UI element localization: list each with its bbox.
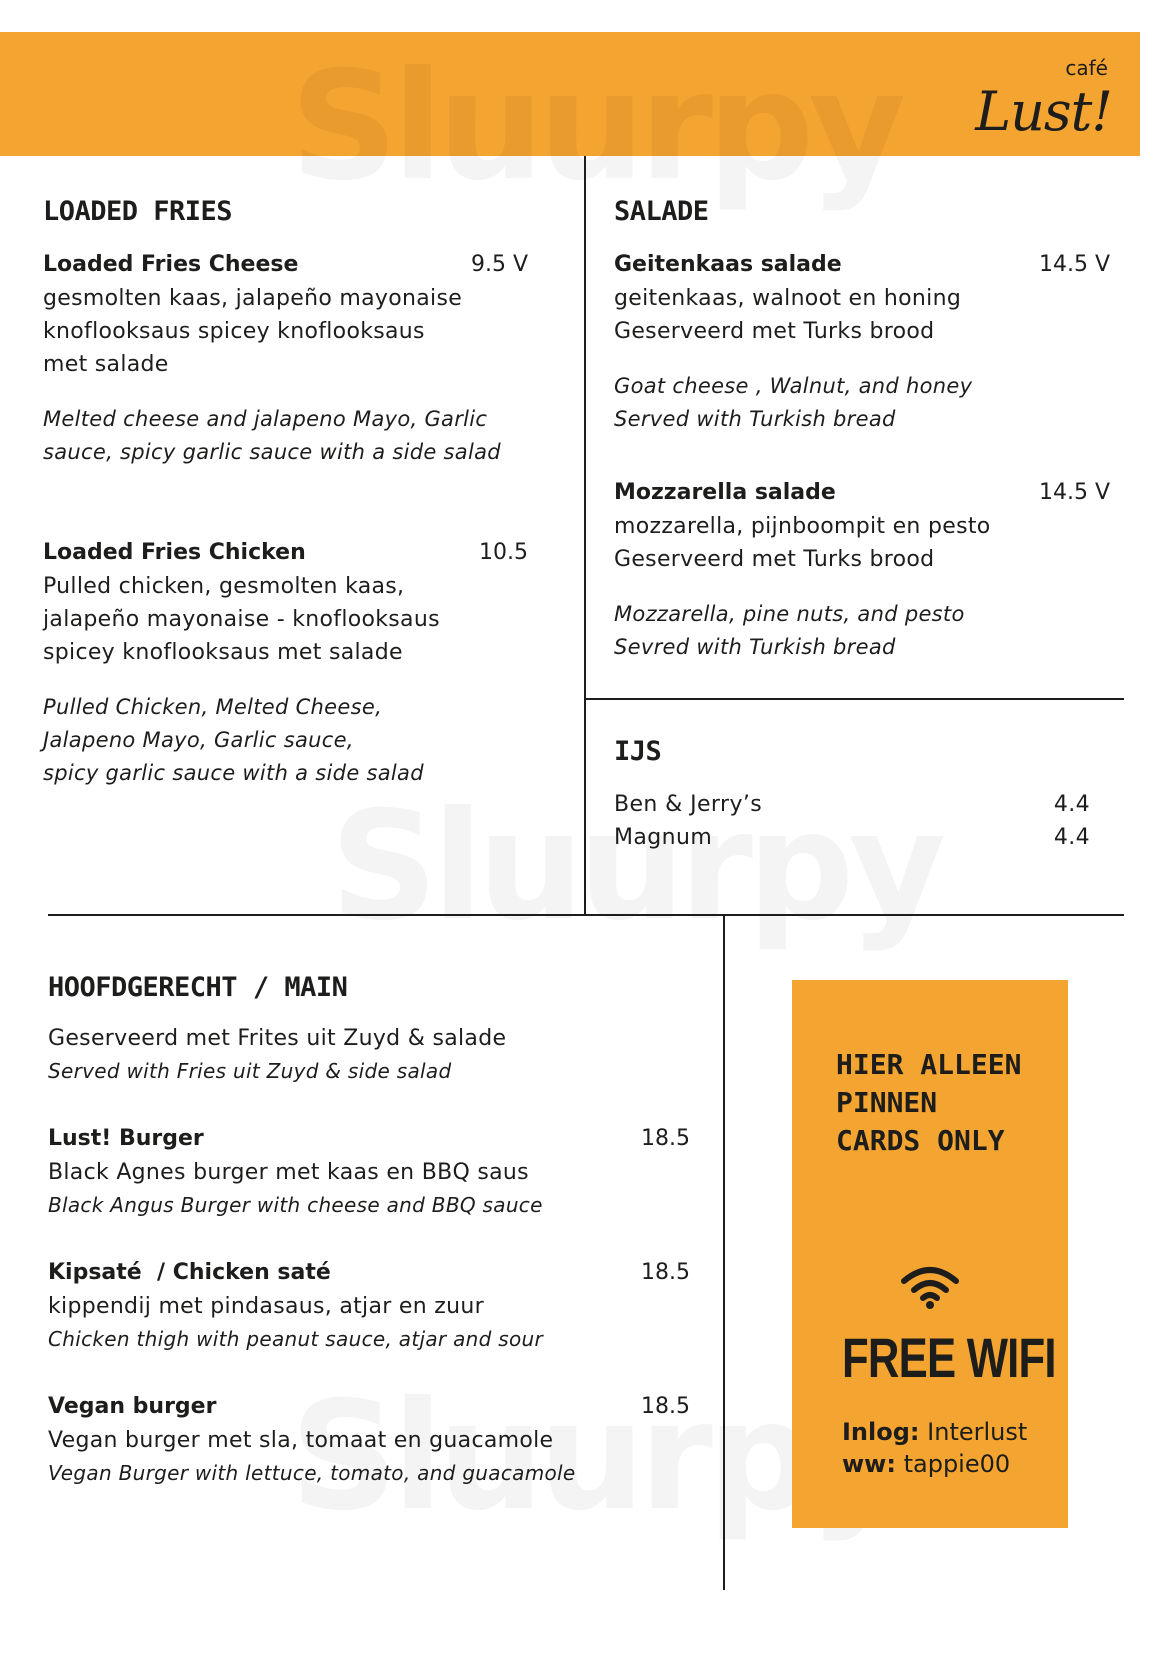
payment-notice-line: PINNEN <box>836 1086 938 1119</box>
wifi-password: ww: tappie00 <box>842 1450 1011 1478</box>
item-description-nl: Black Agnes burger met kaas en BBQ saus <box>48 1160 529 1185</box>
section-title-loaded-fries: LOADED FRIES <box>43 196 233 227</box>
item-description-nl: geitenkaas, walnoot en honing Geserveerd met Turks brood <box>614 286 962 344</box>
divider-vertical-top <box>584 156 586 914</box>
item-name: Geitenkaas salade <box>614 252 842 277</box>
menu-item <box>614 248 1110 436</box>
item-price: 14.5 V <box>1038 480 1110 505</box>
free-wifi-title: FREE WIFI <box>842 1326 1056 1389</box>
item-description-en: Pulled Chicken, Melted Cheese, Jalapeno Mayo, Garlic sauce, spicy garlic sauce with a side salad <box>43 695 424 785</box>
menu-item <box>43 248 528 469</box>
divider-ijs-top <box>584 698 1124 700</box>
item-name: Vegan burger <box>48 1394 217 1419</box>
divider-middle <box>48 914 1124 916</box>
item-description-en: Melted cheese and jalapeno Mayo, Garlic sauce, spicy garlic sauce with a side salad <box>43 407 501 464</box>
section-title-main: HOOFDGERECHT / MAIN <box>48 972 348 1003</box>
item-name: Loaded Fries Chicken <box>43 540 306 565</box>
menu-item <box>48 1256 690 1356</box>
item-description-en: Vegan Burger with lettuce, tomato, and guacamole <box>48 1461 576 1485</box>
item-price: 18.5 <box>641 1126 690 1151</box>
info-box <box>792 980 1068 1528</box>
item-description-en: Chicken thigh with peanut sauce, atjar and sour <box>48 1327 544 1351</box>
item-description-nl: kippendij met pindasaus, atjar en zuur <box>48 1294 484 1319</box>
header-bar <box>0 32 1140 156</box>
payment-notice-line: CARDS ONLY <box>836 1124 1005 1157</box>
wifi-icon <box>900 1265 960 1309</box>
logo-cafe-text: café <box>1065 56 1108 80</box>
item-description-nl: Vegan burger met sla, tomaat en guacamole <box>48 1428 554 1453</box>
item-description-nl: gesmolten kaas, jalapeño mayonaise knoflooksaus spicey knoflooksaus met salade <box>43 286 463 377</box>
item-name: Mozzarella salade <box>614 480 836 505</box>
item-price: 9.5 V <box>470 252 528 277</box>
list-item: Magnum 4.4 <box>614 825 1090 850</box>
item-price: 18.5 <box>641 1394 690 1419</box>
payment-notice-line: HIER ALLEEN <box>836 1048 1022 1081</box>
menu-item <box>43 536 528 790</box>
item-description-nl: Pulled chicken, gesmolten kaas, jalapeño mayonaise - knoflooksaus spicey knoflooksaus met salade <box>43 574 440 665</box>
item-description-en: Mozzarella, pine nuts, and pesto Sevred with Turkish bread <box>614 602 965 659</box>
wifi-login: Inlog: Interlust <box>842 1418 1028 1446</box>
item-price: 10.5 <box>479 540 528 565</box>
list-item: Ben & Jerry’s 4.4 <box>614 792 1090 817</box>
item-name: Kipsaté / Chicken saté <box>48 1260 331 1285</box>
menu-item <box>48 1122 690 1222</box>
main-intro: Geserveerd met Frites uit Zuyd & salade Served with Fries uit Zuyd & side salad <box>48 1026 507 1083</box>
divider-vertical-bottom <box>723 914 725 1590</box>
item-description-en: Goat cheese , Walnut, and honey Served with Turkish bread <box>614 374 973 431</box>
section-title-salade: SALADE <box>614 196 709 227</box>
logo-lust: Lust! <box>975 80 1112 143</box>
menu-item <box>614 476 1110 664</box>
item-name: Lust! Burger <box>48 1126 204 1151</box>
item-description-en: Black Angus Burger with cheese and BBQ sauce <box>48 1193 543 1217</box>
ijs-list <box>614 788 1090 854</box>
item-description-nl: mozzarella, pijnboompit en pesto Geserveerd met Turks brood <box>614 514 991 572</box>
section-title-ijs: IJS <box>614 736 662 767</box>
item-price: 18.5 <box>641 1260 690 1285</box>
item-name: Loaded Fries Cheese <box>43 252 299 277</box>
menu-item <box>48 1390 690 1490</box>
item-price: 14.5 V <box>1038 252 1110 277</box>
